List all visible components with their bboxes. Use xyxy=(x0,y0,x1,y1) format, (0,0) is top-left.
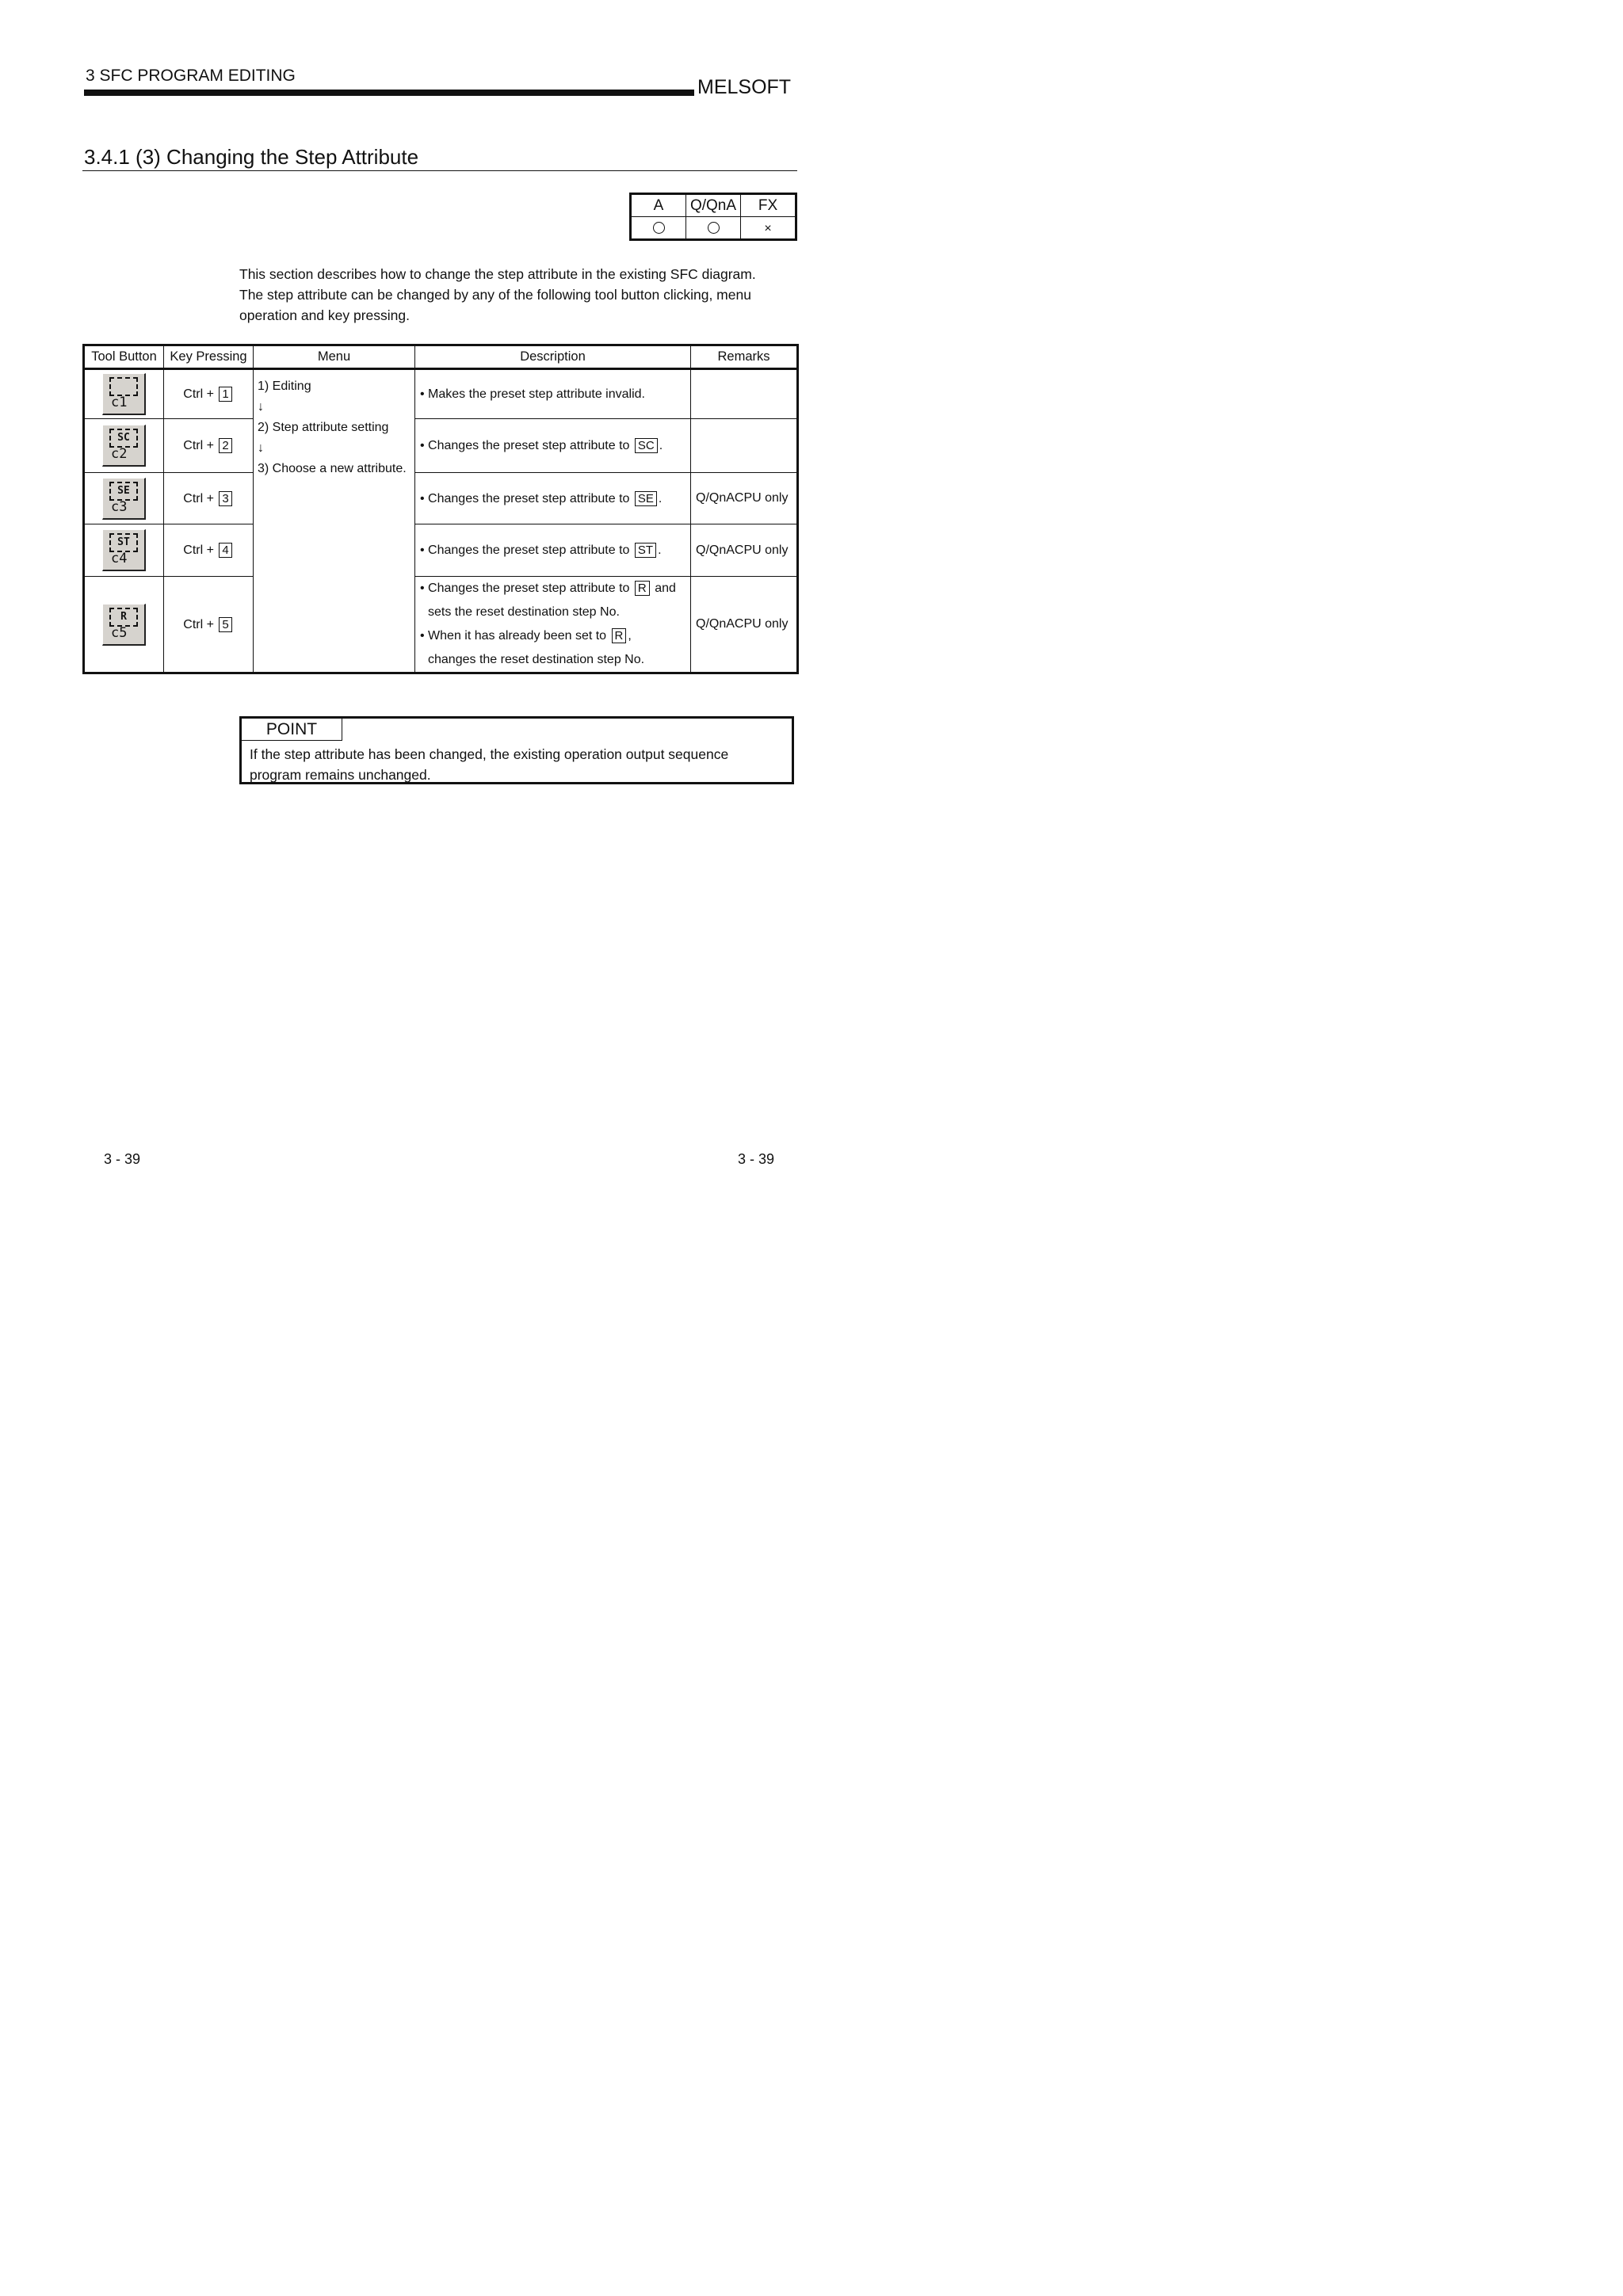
table-row xyxy=(84,473,798,524)
attribute-keycap: ST xyxy=(635,543,656,558)
table-row xyxy=(84,577,798,673)
compatibility-table xyxy=(629,193,797,241)
menu-cell xyxy=(254,369,415,673)
description-suffix: and xyxy=(655,582,676,595)
tool-icon-key: c1 xyxy=(111,395,128,410)
description-text: sets the reset destination step No. xyxy=(428,605,620,619)
header-description: Description xyxy=(415,345,691,369)
description-cell xyxy=(415,577,691,673)
attribute-keycap: R xyxy=(612,628,627,643)
keycap: 2 xyxy=(219,438,231,453)
down-arrow-icon: ↓ xyxy=(258,400,264,414)
tool-icon-label: SE xyxy=(109,482,138,501)
point-label: POINT xyxy=(242,719,342,741)
key-prefix: Ctrl + xyxy=(183,617,214,631)
step-attribute-table xyxy=(82,344,799,674)
key-prefix: Ctrl + xyxy=(183,387,214,401)
invalid-attribute-tool-button[interactable] xyxy=(102,373,146,415)
intro-line: operation and key pressing. xyxy=(239,307,410,323)
description-suffix: . xyxy=(659,439,663,452)
tool-icon-key: c5 xyxy=(111,624,128,641)
header-menu: Menu xyxy=(254,345,415,369)
menu-step-1: 1) Editing xyxy=(258,379,311,393)
remarks-cell: Q/QnACPU only xyxy=(691,577,798,673)
compat-header-qnqa: Q/QnA xyxy=(686,194,741,217)
table-row xyxy=(84,419,798,473)
table-row xyxy=(84,369,798,419)
description-cell xyxy=(415,473,691,524)
tool-icon-label: SC xyxy=(109,429,138,448)
description-text: • When it has already been set to xyxy=(420,629,607,643)
intro-line: This section describes how to change the step attribute in the existing SFC diagram. xyxy=(239,266,756,282)
st-attribute-tool-button[interactable] xyxy=(102,529,146,571)
intro-line: The step attribute can be changed by any of the following tool button clicking, menu xyxy=(239,287,751,303)
section-title: 3.4.1 (3) Changing the Step Attribute xyxy=(84,145,419,169)
keycap: 5 xyxy=(219,617,231,632)
table-row xyxy=(84,524,798,577)
point-text xyxy=(250,744,782,785)
page-number-right: 3 - 39 xyxy=(738,1151,775,1167)
intro-paragraph xyxy=(239,264,794,326)
se-attribute-tool-button[interactable] xyxy=(102,478,146,520)
header-rule xyxy=(84,90,694,96)
description-text: • Changes the preset step attribute to xyxy=(420,582,630,595)
tool-icon-label: R xyxy=(109,608,138,627)
tool-icon-key: c4 xyxy=(111,551,128,566)
table-header-row xyxy=(84,345,798,369)
tool-icon-label: ST xyxy=(109,533,138,552)
remarks-cell xyxy=(691,419,798,473)
attribute-keycap: SC xyxy=(635,438,658,453)
header-remarks: Remarks xyxy=(691,345,798,369)
description-text: • Changes the preset step attribute to xyxy=(420,439,630,452)
title-rule xyxy=(82,170,797,171)
tool-icon-key: c3 xyxy=(111,498,128,515)
remarks-cell: Q/QnACPU only xyxy=(691,524,798,577)
remarks-cell xyxy=(691,369,798,419)
tool-icon-label xyxy=(109,377,138,396)
point-line: program remains unchanged. xyxy=(250,767,431,783)
sc-attribute-tool-button[interactable] xyxy=(102,425,146,467)
tool-icon-key: c2 xyxy=(111,446,128,462)
remarks-cell: Q/QnACPU only xyxy=(691,473,798,524)
unsupported-cross-icon: × xyxy=(764,221,772,235)
header-tool-button: Tool Button xyxy=(84,345,164,369)
attribute-keycap: SE xyxy=(635,491,657,506)
menu-step-3: 3) Choose a new attribute. xyxy=(258,462,407,475)
supported-circle-icon xyxy=(708,222,720,234)
point-box xyxy=(239,716,794,784)
page-number-left: 3 - 39 xyxy=(104,1151,141,1167)
header-key-pressing: Key Pressing xyxy=(164,345,254,369)
r-attribute-tool-button[interactable] xyxy=(102,604,146,646)
description-suffix: . xyxy=(658,543,662,557)
description-cell: • Makes the preset step attribute invalid. xyxy=(415,369,691,419)
description-text: changes the reset destination step No. xyxy=(428,653,645,666)
menu-step-2: 2) Step attribute setting xyxy=(258,421,389,434)
keycap: 1 xyxy=(219,387,231,402)
down-arrow-icon: ↓ xyxy=(258,441,264,455)
keycap: 4 xyxy=(219,543,231,558)
description-suffix: . xyxy=(658,491,663,505)
key-prefix: Ctrl + xyxy=(183,543,214,557)
chapter-heading: 3 SFC PROGRAM EDITING xyxy=(86,67,296,85)
key-prefix: Ctrl + xyxy=(183,491,214,505)
attribute-keycap: R xyxy=(635,581,650,596)
description-suffix: , xyxy=(628,629,632,643)
keycap: 3 xyxy=(219,491,231,506)
compat-header-a: A xyxy=(631,194,686,217)
description-cell xyxy=(415,524,691,577)
description-text: • Changes the preset step attribute to xyxy=(420,543,630,557)
description-cell xyxy=(415,419,691,473)
description-text: • Changes the preset step attribute to xyxy=(420,491,630,505)
compat-header-fx: FX xyxy=(741,194,796,217)
key-prefix: Ctrl + xyxy=(183,439,214,452)
point-line: If the step attribute has been changed, the existing operation output sequence xyxy=(250,746,729,762)
supported-circle-icon xyxy=(653,222,665,234)
brand-name: MELSOFT xyxy=(697,76,792,98)
